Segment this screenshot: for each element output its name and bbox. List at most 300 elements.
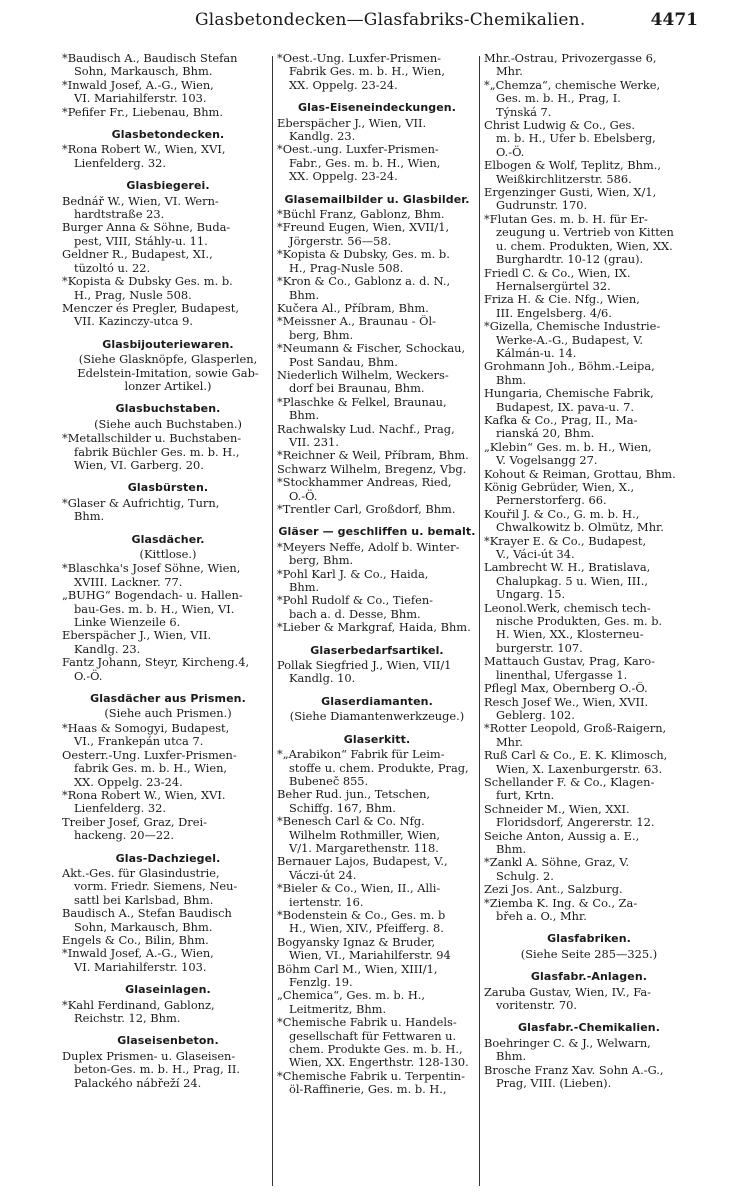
entry-line: Glasbürsten.	[127, 481, 209, 495]
entry-line: XX. Oppelg. 23-24.	[289, 77, 398, 92]
entry-line: Resch Josef We., Wien, XVII.	[484, 695, 649, 709]
entry-line: Lambrecht W. H., Bratislava,	[484, 561, 651, 575]
entry-line: Sohn, Markausch, Bhm.	[74, 919, 213, 934]
entry-line: berg, Bhm.	[289, 553, 354, 568]
entry-line: Bhm.	[74, 509, 105, 524]
entry-line: Jörgerstr. 56—58.	[289, 233, 392, 248]
entry-line: *Kopista & Dubsky, Ges. m. b.	[277, 248, 450, 262]
entry-line: Schwarz Wilhelm, Bregenz, Vbg.	[277, 462, 467, 476]
entry-line: *Rotter Leopold, Groß-Raigern,	[484, 722, 667, 736]
entry-line: *Rona Robert W., Wien, XVI.	[62, 788, 226, 802]
entry-line: öl-Raffinerie, Ges. m. b. H.,	[289, 1082, 447, 1097]
entry-line: Mattauch Gustav, Prag, Karo-	[484, 655, 655, 669]
entry-line: Linke Wienzeile 6.	[74, 615, 181, 630]
section-heading	[62, 852, 274, 865]
directory-entry	[277, 52, 477, 92]
directory-entry	[62, 79, 274, 106]
directory-entry	[62, 195, 274, 222]
directory-entry	[62, 999, 274, 1026]
entry-line: Pflegl Max, Obernberg O.-Ö.	[484, 682, 648, 696]
entry-line: Ungarg. 15.	[496, 587, 566, 602]
entry-line: Wilhelm Rothmiller, Wien,	[289, 827, 441, 842]
entry-line: (Siehe auch Buchstaben.)	[94, 416, 242, 431]
section-heading	[277, 101, 477, 114]
directory-entry	[62, 789, 274, 816]
entry-line: berg, Bhm.	[289, 327, 354, 342]
directory-entry	[277, 989, 477, 1016]
entry-line: *Chemische Fabrik u. Terpentin-	[277, 1069, 465, 1083]
entry-line: *Kopista & Dubsky Ges. m. b.	[62, 275, 233, 289]
entry-line: Beher Rud. jun., Tetschen,	[277, 788, 431, 802]
directory-entry	[484, 682, 694, 695]
entry-line: Glasdächer aus Prismen.	[90, 692, 246, 706]
section-heading	[277, 525, 477, 538]
column-middle	[277, 52, 477, 1097]
entry-line: Glaseisenbeton.	[117, 1034, 219, 1048]
entry-line: bau-Ges. m. b. H., Wien, VI.	[74, 601, 235, 616]
entry-line: Wien, X. Laxenburgerstr. 63.	[496, 761, 663, 776]
entry-line: sattl bei Karlsbad, Bhm.	[74, 892, 214, 907]
section-heading	[62, 533, 274, 546]
entry-line: bach a. d. Desse, Bhm.	[289, 606, 421, 621]
entry-line: *Rona Robert W., Wien, XVI,	[62, 143, 226, 157]
entry-line: *Glaser & Aufrichtig, Turn,	[62, 496, 220, 510]
directory-entry	[277, 815, 477, 855]
directory-entry	[277, 882, 477, 909]
entry-line: Glaserbedarfsartikel.	[310, 643, 444, 657]
entry-line: gesellschaft für Fettwaren u.	[289, 1028, 457, 1043]
entry-line: Weißkirchlitzerstr. 586.	[496, 171, 632, 186]
entry-line: *Büchl Franz, Gablonz, Bhm.	[277, 208, 445, 222]
entry-line: Lienfelderg. 32.	[74, 801, 167, 816]
entry-line: iertenstr. 16.	[289, 894, 364, 909]
entry-line: H., Prag, Nusle 508.	[74, 287, 192, 302]
entry-line: Schiffg. 167, Bhm.	[289, 800, 396, 815]
column-right	[484, 52, 694, 1090]
entry-line: *Gizella, Chemische Industrie-	[484, 320, 661, 334]
entry-line: III. Engelsberg. 4/6.	[496, 305, 612, 320]
entry-line: *Neumann & Fischer, Schockau,	[277, 342, 466, 356]
directory-entry	[277, 315, 477, 342]
entry-line: XVIII. Lackner. 77.	[74, 574, 183, 589]
entry-line: *Metallschilder u. Buchstaben-	[62, 432, 242, 446]
entry-line: Leitmeritz, Bhm.	[289, 1001, 387, 1016]
directory-entry	[62, 302, 274, 329]
entry-line: *Baudisch A., Baudisch Stefan	[62, 52, 238, 65]
directory-entry	[484, 119, 694, 159]
directory-entry	[484, 803, 694, 830]
directory-entry	[62, 749, 274, 789]
directory-entry	[484, 696, 694, 723]
entry-line: Wien, VI. Garberg. 20.	[74, 457, 204, 472]
directory-entry	[484, 986, 694, 1013]
entry-line: Edelstein-Imitation, sowie Gab-	[77, 365, 259, 380]
entry-line: Glaserdiamanten.	[321, 694, 433, 708]
entry-line: Boehringer C. & J., Welwarn,	[484, 1036, 651, 1050]
entry-line: Engels & Co., Bilin, Bhm.	[62, 933, 209, 947]
entry-line: Burghardtr. 10-12 (grau).	[496, 252, 644, 267]
entry-line: Akt.-Ges. für Glasindustrie,	[62, 866, 220, 880]
entry-line: Baudisch A., Stefan Baudisch	[62, 907, 232, 921]
directory-entry	[277, 503, 477, 516]
directory-entry	[484, 186, 694, 213]
entry-line: Werke-A.-G., Budapest, V.	[496, 332, 644, 347]
entry-line: m. b. H., Ufer b. Ebelsberg,	[496, 131, 656, 146]
entry-line: hardtstraße 23.	[74, 207, 165, 222]
entry-line: Kafka & Co., Prag, II., Ma-	[484, 413, 638, 427]
directory-entry	[62, 52, 274, 79]
entry-line: pest, VIII, Stáhly-u. 11.	[74, 233, 208, 248]
entry-line: *Pohl Karl J. & Co., Haida,	[277, 567, 429, 581]
entry-line: Fantz Johann, Steyr, Kircheng.4,	[62, 656, 250, 670]
section-heading	[277, 193, 477, 206]
entry-line: Wien, VI., Mariahilferstr. 94	[289, 948, 451, 963]
entry-line: Palackého nábřeží 24.	[74, 1075, 202, 1090]
entry-line: *Inwald Josef, A.-G., Wien,	[62, 947, 214, 961]
entry-line: Bhm.	[496, 372, 527, 387]
page-header	[0, 4, 744, 34]
entry-line: „Chemica“, Ges. m. b. H.,	[277, 989, 426, 1003]
entry-line: *Pohl Rudolf & Co., Tiefen-	[277, 594, 434, 608]
directory-entry	[277, 788, 477, 815]
entry-line: Bednář W., Wien, VI. Wern-	[62, 194, 219, 208]
entry-line: Fabr., Ges. m. b. H., Wien,	[289, 155, 441, 170]
entry-line: XX. Oppelg. 23-24.	[289, 169, 398, 184]
entry-line: Gläser — geschliffen u. bemalt.	[278, 525, 476, 539]
entry-line: Bubeneč 855.	[289, 773, 369, 788]
section-heading	[277, 644, 477, 657]
entry-line: Ruß Carl & Co., E. K. Klimosch,	[484, 749, 668, 763]
entry-line: fabrik Büchler Ges. m. b. H.,	[74, 444, 240, 459]
entry-line: *Zankl A. Söhne, Graz, V.	[484, 856, 630, 870]
directory-entry	[484, 159, 694, 186]
entry-line: Mhr.	[496, 734, 523, 749]
entry-line: H. Wien, XX., Klosterneu-	[496, 627, 644, 642]
directory-entry	[277, 423, 477, 450]
entry-line: Týnská 7.	[496, 104, 552, 119]
entry-line: Bhm.	[289, 287, 320, 302]
entry-line: Glasemailbilder u. Glasbilder.	[284, 192, 470, 206]
section-heading	[62, 402, 274, 415]
entry-line: (Kittlose.)	[139, 547, 197, 561]
entry-line: Kandlg. 23.	[74, 641, 141, 656]
directory-entry	[484, 722, 694, 749]
column-left	[62, 52, 274, 1090]
section-heading	[62, 983, 274, 996]
entry-line: Schulg. 2.	[496, 868, 554, 883]
directory-entry	[277, 568, 477, 595]
entry-line: *Meyers Neffe, Adolf b. Winter-	[277, 540, 460, 554]
directory-entry	[484, 883, 694, 896]
entry-line: voritenstr. 70.	[496, 998, 578, 1013]
directory-entry	[484, 387, 694, 414]
entry-line: Bogyansky Ignaz & Bruder,	[277, 935, 436, 949]
directory-entry	[62, 722, 274, 749]
entry-line: břeh a. O., Mhr.	[496, 909, 587, 923]
entry-line: tüzoltó u. 22.	[74, 260, 151, 275]
entry-line: Chalupkag. 5 u. Wien, III.,	[496, 573, 648, 588]
directory-entry	[484, 602, 694, 656]
entry-line: Glasbetondecken.	[111, 128, 225, 142]
directory-entry	[62, 221, 274, 248]
entry-line: V/1. Margarethenstr. 118.	[289, 840, 439, 855]
entry-line: Bernauer Lajos, Budapest, V.,	[277, 855, 448, 869]
entry-line: *Stockhammer Andreas, Ried,	[277, 476, 452, 490]
directory-entry	[277, 1016, 477, 1070]
entry-line: *Benesch Carl & Co. Nfg.	[277, 815, 425, 829]
entry-line: *Flutan Ges. m. b. H. für Er-	[484, 212, 648, 226]
directory-entry	[277, 143, 477, 183]
entry-line: König Gebrüder, Wien, X.,	[484, 481, 635, 494]
entry-line: chem. Produkte Ges. m. b. H.,	[289, 1042, 463, 1057]
directory-entry	[277, 117, 477, 144]
entry-line: Pernerstorferg. 66.	[496, 493, 607, 508]
entry-line: Hungaria, Chemische Fabrik,	[484, 387, 654, 401]
entry-line: burgerstr. 107.	[496, 640, 583, 655]
directory-entry	[62, 143, 274, 170]
entry-line: *Oest.-ung. Luxfer-Prismen-	[277, 143, 439, 157]
directory-entry	[277, 748, 477, 788]
entry-line: VII. 231.	[289, 434, 339, 449]
entry-line: Gudrunstr. 170.	[496, 198, 588, 213]
entry-line: *Chemische Fabrik u. Handels-	[277, 1016, 457, 1030]
section-heading	[62, 179, 274, 192]
page-number: 4471	[650, 10, 698, 30]
entry-line: Kohout & Reiman, Grottau, Bhm.	[484, 467, 676, 481]
entry-line: Bhm.	[289, 580, 320, 595]
directory-entry	[484, 1064, 694, 1091]
entry-line: V. Vogelsangg 27.	[496, 453, 598, 468]
entry-line: Schellander F. & Co., Klagen-	[484, 775, 655, 789]
entry-line: beton-Ges. m. b. H., Prag, II.	[74, 1062, 241, 1077]
entry-line: hackeng. 20—22.	[74, 828, 175, 843]
directory-entry	[62, 947, 274, 974]
entry-line: *Lieber & Markgraf, Haida, Bhm.	[277, 621, 471, 635]
entry-line: Kálmán-u. 14.	[496, 345, 577, 360]
directory-entry	[62, 934, 274, 947]
directory-entry	[277, 855, 477, 882]
entry-line: Schneider M., Wien, XXI.	[484, 802, 630, 816]
directory-entry	[62, 629, 274, 656]
entry-line: Glasfabr.-Anlagen.	[530, 970, 648, 984]
entry-line: *Kahl Ferdinand, Gablonz,	[62, 998, 215, 1012]
entry-line: Prag, VIII. (Lieben).	[496, 1076, 612, 1091]
entry-line: *Freund Eugen, Wien, XVII/1,	[277, 221, 450, 235]
entry-line: Bhm.	[289, 408, 320, 423]
directory-entry	[62, 275, 274, 302]
directory-entry	[484, 441, 694, 468]
entry-line: *„Chemza“, chemische Werke,	[484, 78, 661, 92]
entry-line: Treiber Josef, Graz, Drei-	[62, 815, 207, 829]
directory-entry	[484, 481, 694, 508]
directory-entry	[277, 248, 477, 275]
entry-line: Hernalsergürtel 32.	[496, 278, 611, 293]
entry-line: rianská 20, Bhm.	[496, 426, 595, 441]
section-heading	[484, 970, 694, 983]
entry-line: zeugung u. Vertrieb von Kitten	[496, 225, 674, 240]
cross-reference-note	[62, 418, 274, 431]
entry-line: Kandlg. 10.	[289, 671, 356, 686]
entry-line: H., Wien, XIV., Pfeifferg. 8.	[289, 921, 444, 936]
entry-line: *„Arabikon“ Fabrik für Leim-	[277, 748, 445, 762]
directory-entry	[277, 369, 477, 396]
entry-line: Mhr.-Ostrau, Privozergasse 6,	[484, 52, 657, 65]
directory-entry	[62, 816, 274, 843]
directory-entry	[484, 320, 694, 360]
entry-line: Glasbijouteriewaren.	[102, 337, 234, 351]
directory-entry	[277, 396, 477, 423]
entry-line: vorm. Friedr. Siemens, Neu-	[74, 879, 238, 894]
directory-entry	[277, 221, 477, 248]
section-heading	[484, 1021, 694, 1034]
entry-line: Ges. m. b. H., Prag, I.	[496, 91, 621, 106]
entry-line: Post Sandau, Bhm.	[289, 354, 398, 369]
entry-line: VII. Kazinczy-utca 9.	[74, 314, 193, 329]
cross-reference-note	[62, 548, 274, 561]
entry-line: *Kron & Co., Gablonz a. d. N.,	[277, 275, 451, 289]
directory-entry	[277, 449, 477, 462]
directory-entry	[484, 776, 694, 803]
entry-line: Rachwalsky Lud. Nachf., Prag,	[277, 422, 455, 436]
directory-entry	[277, 936, 477, 963]
page-title: Glasbetondecken—Glasfabriks-Chemikalien.	[195, 10, 586, 30]
entry-line: linenthal, Ufergasse 1.	[496, 667, 628, 682]
entry-line: Seiche Anton, Aussig a. E.,	[484, 829, 640, 843]
entry-line: Zaruba Gustav, Wien, IV., Fa-	[484, 985, 651, 999]
entry-line: Budapest, IX. pava-u. 7.	[496, 399, 634, 414]
entry-line: Floridsdorf, Angererstr. 12.	[496, 815, 655, 830]
directory-entry	[484, 830, 694, 857]
entry-line: Zezi Jos. Ant., Salzburg.	[484, 883, 623, 897]
entry-line: Oesterr.-Ung. Luxfer-Prismen-	[62, 748, 237, 762]
entry-line: Sohn, Markausch, Bhm.	[74, 64, 213, 79]
entry-line: Glasdächer.	[131, 532, 205, 546]
directory-entry	[484, 52, 694, 79]
section-heading	[62, 128, 274, 141]
entry-line: H., Prag-Nusle 508.	[289, 260, 404, 275]
directory-entry	[484, 1037, 694, 1064]
entry-line: stoffe u. chem. Produkte, Prag,	[289, 760, 469, 775]
entry-line: Leonol.Werk, chemisch tech-	[484, 601, 651, 615]
entry-line: *Reichner & Weil, Příbram, Bhm.	[277, 449, 469, 463]
cross-reference-note	[62, 707, 274, 720]
directory-entry	[62, 656, 274, 683]
entry-line: O.-Ö.	[74, 668, 103, 683]
entry-line: Eberspächer J., Wien, VII.	[277, 116, 427, 130]
directory-entry	[277, 302, 477, 315]
directory-entry	[277, 909, 477, 936]
directory-entry	[484, 749, 694, 776]
directory-entry	[277, 1070, 477, 1097]
entry-line: Kučera Al., Příbram, Bhm.	[277, 301, 429, 315]
section-heading	[62, 338, 274, 351]
entry-line: Glasbuchstaben.	[115, 402, 221, 416]
directory-entry	[484, 655, 694, 682]
entry-line: *Blaschka's Josef Söhne, Wien,	[62, 562, 241, 576]
entry-line: Glas-Dachziegel.	[115, 851, 221, 865]
entry-line: VI., Frankepán utca 7.	[74, 734, 204, 749]
section-heading	[484, 932, 694, 945]
entry-line: Glasbiegerei.	[126, 179, 210, 193]
section-heading	[277, 695, 477, 708]
entry-line: Glaserkitt.	[343, 732, 411, 746]
directory-entry	[62, 497, 274, 524]
directory-entry	[62, 432, 274, 472]
directory-entry	[277, 342, 477, 369]
entry-line: lonzer Artikel.)	[124, 378, 212, 393]
entry-line: Wien, XX. Engerthstr. 128-130.	[289, 1055, 469, 1070]
entry-line: VI. Mariahilferstr. 103.	[74, 959, 207, 974]
entry-line: Reichstr. 12, Bhm.	[74, 1011, 181, 1025]
directory-entry	[277, 541, 477, 568]
entry-line: fabrik Ges. m. b. H., Wien,	[74, 761, 228, 776]
directory-entry	[484, 468, 694, 481]
entry-line: *Trentler Carl, Großdorf, Bhm.	[277, 503, 456, 516]
entry-line: *Krayer E. & Co., Budapest,	[484, 534, 647, 548]
entry-line: Duplex Prismen- u. Glaseisen-	[62, 1049, 236, 1063]
entry-line: Eberspächer J., Wien, VII.	[62, 629, 212, 643]
entry-line: Geldner R., Budapest, XI.,	[62, 248, 213, 262]
entry-line: XX. Oppelg. 23-24.	[74, 774, 183, 789]
entry-line: Christ Ludwig & Co., Ges.	[484, 119, 635, 133]
entry-line: *Inwald Josef, A.-G., Wien,	[62, 78, 214, 92]
entry-line: Ergenzinger Gusti, Wien, X/1,	[484, 186, 657, 200]
directory-entry	[62, 589, 274, 629]
directory-entry	[484, 267, 694, 294]
column-divider	[479, 56, 480, 1186]
directory-entry	[277, 963, 477, 990]
directory-entry	[484, 897, 694, 924]
entry-line: u. chem. Produkten, Wien, XX.	[496, 238, 673, 253]
entry-line: Váczi-út 24.	[289, 867, 357, 882]
section-heading	[62, 481, 274, 494]
directory-entry	[62, 106, 274, 119]
entry-line: Böhm Carl M., Wien, XIII/1,	[277, 962, 438, 976]
directory-entry	[277, 621, 477, 634]
entry-line: *Ziemba K. Ing. & Co., Za-	[484, 896, 638, 910]
entry-line: Friedl C. & Co., Wien, IX.	[484, 266, 631, 280]
cross-reference-note	[484, 948, 694, 961]
entry-line: *Plaschke & Felkel, Braunau,	[277, 395, 447, 409]
entry-line: *Meissner A., Braunau - Öl-	[277, 315, 436, 329]
entry-line: Glaseinlagen.	[125, 983, 211, 997]
entry-line: nische Produkten, Ges. m. b.	[496, 614, 663, 629]
section-heading	[62, 692, 274, 705]
directory-entry	[484, 213, 694, 267]
entry-line: (Siehe Seite 285—325.)	[520, 946, 658, 961]
directory-entry	[484, 360, 694, 387]
directory-entry	[484, 561, 694, 601]
entry-line: (Siehe Diamantenwerkzeuge.)	[289, 709, 465, 724]
entry-line: Geblerg. 102.	[496, 707, 575, 722]
entry-line: Menczer és Pregler, Budapest,	[62, 301, 239, 315]
entry-line: furt, Krtn.	[496, 788, 555, 803]
entry-line: *Oest.-Ung. Luxfer-Prismen-	[277, 52, 442, 65]
directory-entry	[484, 293, 694, 320]
entry-line: „Klebin“ Ges. m. b. H., Wien,	[484, 440, 652, 454]
directory-entry	[277, 275, 477, 302]
entry-line: Kandlg. 23.	[289, 129, 356, 144]
directory-entry	[277, 594, 477, 621]
entry-line: Fenzlg. 19.	[289, 975, 353, 989]
entry-line: O.-Ö.	[289, 488, 318, 503]
entry-line: Fabrik Ges. m. b. H., Wien,	[289, 64, 445, 79]
directory-entry	[277, 659, 477, 686]
entry-line: V., Váci-út 34.	[496, 547, 575, 562]
entry-line: Kouřil J. & Co., G. m. b. H.,	[484, 507, 640, 521]
entry-line: Niederlich Wilhelm, Weckers-	[277, 368, 449, 382]
entry-line: (Siehe auch Prismen.)	[104, 706, 232, 721]
